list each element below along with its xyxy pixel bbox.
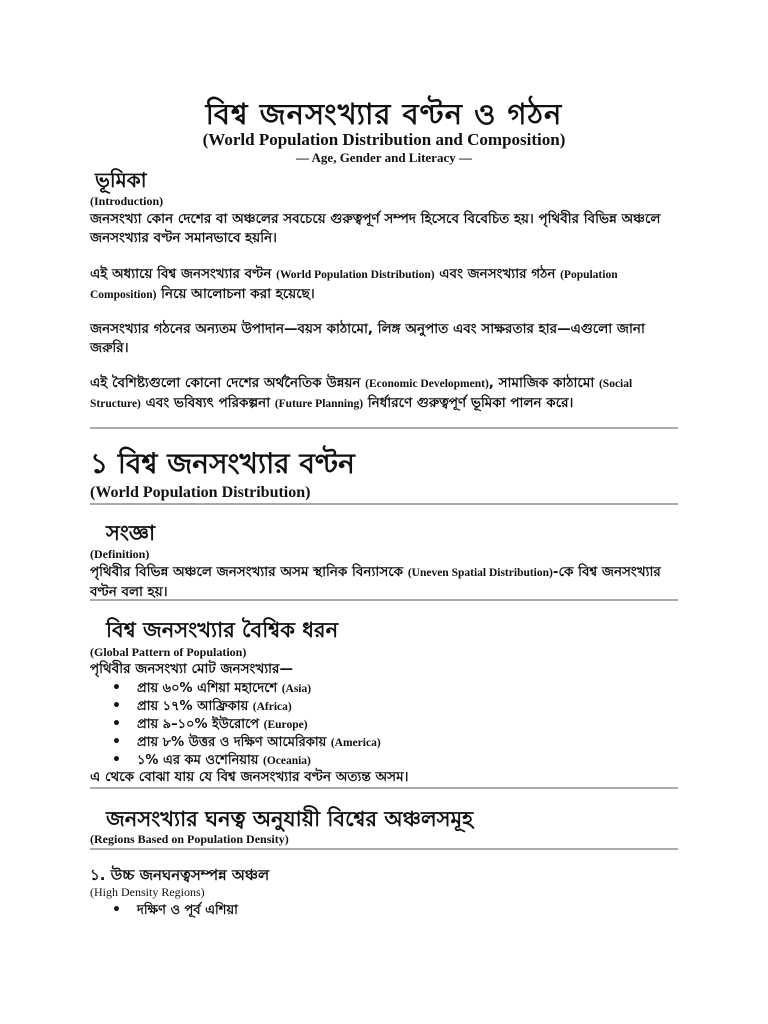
intro-p2-text-e: নিয়ে আলোচনা করা হয়েছে। — [161, 285, 315, 302]
document-title: বিশ্ব জনসংখ্যার বণ্টন ও গঠন — [205, 97, 563, 131]
list-item-text: দক্ষিণ ও পূর্ব এশিয়া — [137, 903, 238, 918]
section-divider — [90, 427, 678, 429]
definition-paragraph — [90, 563, 680, 601]
list-item-text: প্রায় ১৭% আফ্রিকায় — [137, 699, 249, 714]
global-pattern-conclusion: এ থেকে বোঝা যায় যে বিশ্ব জনসংখ্যার বণ্টন অত্যন্ত অসম। — [90, 769, 409, 785]
intro-heading-english: (Introduction) — [90, 194, 164, 208]
intro-p4-text-e: এবং ভবিষ্যৎ পরিকল্পনা — [145, 394, 271, 411]
definition-text-a: পৃথিবীর বিভিন্ন অঞ্চলে জনসংখ্যার অসম স্থানিক বিন্যাসকে — [90, 564, 404, 580]
bullet-glyph: • — [112, 716, 121, 732]
list-item-text: ১% এর কম ওশেনিয়ায় — [137, 753, 259, 768]
section-divider — [90, 848, 678, 850]
intro-p4-text-g: নির্ধারণে গুরুত্বপূর্ণ ভূমিকা পালন করে। — [367, 394, 574, 411]
list-item — [112, 901, 238, 919]
intro-p4-term-economic-development: (Economic Development) — [365, 378, 489, 390]
bullet-glyph: • — [112, 752, 121, 768]
density-heading: জনসংখ্যার ঘনত্ব অনুযায়ী বিশ্বের অঞ্চলসমূহ — [106, 807, 474, 831]
definition-heading-english: (Definition) — [90, 547, 150, 561]
intro-p4-text-a: এই বৈশিষ্ট্যগুলো কোনো দেশের অর্থনৈতিক উন্নয়ন — [90, 375, 361, 391]
list-item — [112, 715, 381, 733]
high-density-heading-english: (High Density Regions) — [90, 885, 205, 899]
list-item — [112, 733, 381, 751]
density-heading-english: (Regions Based on Population Density) — [90, 832, 289, 846]
continent-share-list — [112, 679, 381, 769]
intro-p2-term-population-composition: (Population Composition) — [90, 269, 618, 301]
list-item-text: প্রায় ৯–১০% ইউরোপে — [137, 717, 260, 732]
document-subtitle: — Age, Gender and Literacy — — [296, 150, 472, 165]
list-item-text: প্রায় ৬০% এশিয়া মহাদেশে — [137, 681, 278, 696]
list-item — [112, 751, 381, 769]
intro-p2-text-a: এই অধ্যায়ে বিশ্ব জনসংখ্যার বণ্টন — [90, 266, 272, 282]
high-density-heading: ১. উচ্চ জনঘনত্বসম্পন্ন অঞ্চল — [90, 866, 270, 884]
section1-heading-english: (World Population Distribution) — [90, 484, 311, 501]
intro-p4-term-social-structure: (Social Structure) — [90, 378, 633, 410]
bullet-glyph: • — [112, 698, 121, 714]
global-pattern-heading: বিশ্ব জনসংখ্যার বৈশ্বিক ধরন — [106, 618, 339, 642]
section-divider — [90, 599, 678, 601]
list-item-english: (Africa) — [252, 701, 292, 713]
document-title-english: (World Population Distribution and Composition) — [202, 130, 566, 149]
list-item — [112, 679, 381, 697]
global-pattern-heading-english: (Global Pattern of Population) — [90, 645, 247, 659]
list-item-english: (America) — [330, 737, 381, 749]
list-item-english: (Asia) — [281, 683, 312, 695]
intro-p4-text-c: , সামাজিক কাঠামো — [488, 375, 595, 391]
high-density-list — [112, 901, 238, 919]
bullet-glyph: • — [112, 680, 121, 696]
intro-paragraph-4 — [90, 374, 680, 413]
list-item — [112, 697, 381, 715]
bullet-glyph: • — [112, 902, 121, 918]
intro-heading: ভূমিকা — [95, 168, 147, 192]
definition-text-c: -কে বিশ্ব জনসংখ্যার বণ্টন বলা হয়। — [90, 564, 661, 600]
intro-paragraph-2 — [90, 265, 680, 304]
list-item-text: প্রায় ৮% উত্তর ও দক্ষিণ আমেরিকায় — [137, 735, 327, 750]
intro-paragraph-3: জনসংখ্যার গঠনের অন্যতম উপাদান—বয়স কাঠামো, লিঙ্গ অনুপাত এবং সাক্ষরতার হার—এগুলো জানা জরুরি। — [90, 321, 645, 356]
section-divider — [90, 503, 678, 505]
section-divider — [90, 787, 678, 789]
definition-term-uneven-spatial-distribution: (Uneven Spatial Distribution) — [407, 567, 553, 579]
intro-p2-term-world-population-distribution: (World Population Distribution) — [276, 269, 435, 281]
global-pattern-lead: পৃথিবীর জনসংখ্যা মোট জনসংখ্যার— — [90, 661, 293, 677]
bullet-glyph: • — [112, 734, 121, 750]
intro-paragraph-1: জনসংখ্যা কোন দেশের বা অঞ্চলের সবচেয়ে গুরুত্বপূর্ণ সম্পদ হিসেবে বিবেচিত হয়। পৃথিবীর বিভিন্ন অঞ্চলে জনসংখ্যার বণ্টন সমানভাবে হয়নি। — [90, 211, 661, 246]
list-item-english: (Europe) — [263, 719, 308, 731]
intro-p2-text-c: এবং জনসংখ্যার গঠন — [439, 266, 556, 282]
section1-heading: ১ বিশ্ব জনসংখ্যার বণ্টন — [90, 447, 355, 480]
intro-p4-term-future-planning: (Future Planning) — [274, 397, 364, 410]
list-item-english: (Oceania) — [262, 755, 311, 767]
definition-heading: সংজ্ঞা — [106, 521, 156, 545]
